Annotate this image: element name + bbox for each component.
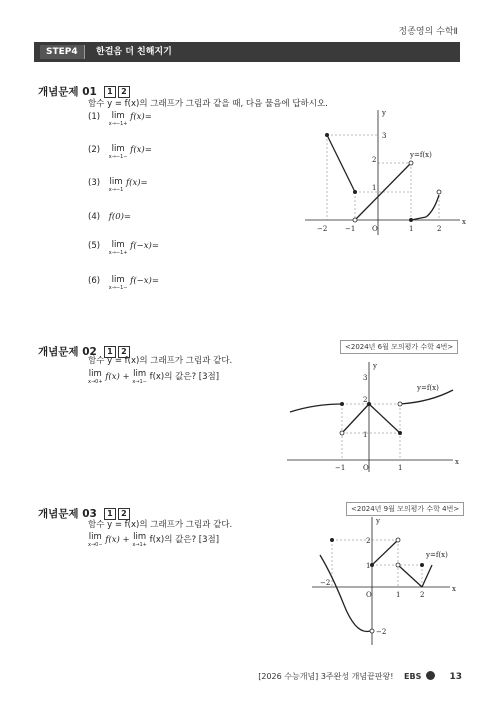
open-point: [409, 161, 413, 165]
limit-expression: f(x)=: [130, 145, 152, 155]
open-point: [340, 431, 344, 435]
limit-expression: f(−x)=: [130, 241, 159, 251]
y-tick-label: 3: [382, 132, 387, 140]
item-number: (2): [88, 145, 101, 155]
source-tag: <2024년 6월 모의평가 수학 4번>: [340, 340, 458, 354]
problem-label: 개념문제 01: [38, 86, 97, 98]
x-tick-label: 1: [409, 225, 414, 233]
brand-logo: EBS: [404, 672, 422, 681]
lim-subscript: x→1+: [132, 542, 147, 548]
running-header: 정종영의 수학Ⅱ: [398, 27, 458, 37]
y-tick-label: 3: [363, 374, 368, 382]
limit-expression: f(x) +: [105, 372, 130, 382]
sub-question: [88, 276, 159, 291]
page-number: 13: [449, 672, 462, 682]
open-point: [398, 402, 402, 406]
limit-expression: f(x) +: [105, 535, 130, 545]
footer-book-title: [2026 수능개념] 3주완성 개념끝판왕!: [258, 672, 394, 681]
lim-word: lim: [111, 144, 125, 154]
closed-point: [409, 218, 413, 222]
x-tick-label: 1: [396, 591, 401, 599]
sub-question: [88, 112, 152, 127]
problem-2-stem: 함수 y = f(x)의 그래프가 그림과 같다.: [88, 356, 233, 366]
level-box: 1: [104, 508, 116, 520]
problem-2-question: [88, 370, 219, 385]
lim-word: lim: [88, 532, 102, 542]
curve-label: y=f(x): [417, 384, 439, 392]
problem-3-question: [88, 533, 219, 548]
closed-point: [367, 402, 371, 406]
curve-label: y=f(x): [410, 151, 432, 159]
item-number: (1): [88, 112, 101, 122]
x-tick-label: 1: [398, 464, 403, 472]
limit-expression: f(−x)=: [130, 276, 159, 286]
lim-subscript: x→−1: [108, 187, 124, 193]
open-point: [370, 629, 374, 633]
lim-word: lim: [133, 532, 147, 542]
lim-word: lim: [133, 369, 147, 379]
level-box: 2: [118, 346, 130, 358]
y-tick-label: 2: [372, 156, 377, 164]
y-tick-label: 2: [366, 537, 371, 545]
limit-expression: f(x)=: [130, 112, 152, 122]
lim-word: lim: [109, 177, 123, 187]
page-footer: [258, 671, 462, 682]
sub-question: [88, 241, 159, 256]
x-axis-label: x: [455, 458, 459, 466]
origin-label: O: [363, 464, 369, 472]
y-axis-label: y: [376, 517, 380, 525]
open-point: [396, 538, 400, 542]
y-tick-label: 1: [366, 562, 371, 570]
closed-point: [325, 133, 329, 137]
open-point: [353, 218, 357, 222]
origin-label: O: [372, 225, 378, 233]
closed-point: [330, 538, 334, 542]
y-axis-label: y: [373, 362, 377, 370]
origin-label: O: [366, 591, 372, 599]
question-text: f(x)의 값은? [3점]: [149, 535, 220, 545]
lim-subscript: x→0+: [88, 379, 103, 385]
problem-label: 개념문제 02: [38, 346, 97, 358]
closed-point: [370, 563, 374, 567]
x-axis-label: x: [462, 218, 466, 226]
level-box: 2: [118, 508, 130, 520]
x-tick-label: 2: [437, 225, 442, 233]
level-box: 1: [104, 86, 116, 98]
guide-lines: [342, 404, 400, 460]
lim-word: lim: [111, 240, 125, 250]
function-curve: [290, 390, 453, 433]
problem-3-stem: 함수 y = f(x)의 그래프가 그림과 같다.: [88, 520, 233, 530]
value-expression: f(0)=: [108, 212, 132, 222]
lim-subscript: x→−1+: [108, 250, 128, 256]
open-point: [437, 190, 441, 194]
level-box: 1: [104, 346, 116, 358]
lim-word: lim: [88, 369, 102, 379]
item-number: (5): [88, 241, 101, 251]
x-tick-label: 2: [420, 591, 425, 599]
lim-subscript: x→0−: [88, 542, 103, 548]
y-tick-label: 1: [363, 431, 368, 439]
lim-word: lim: [111, 275, 125, 285]
lim-subscript: x→−1−: [108, 154, 128, 160]
problem-3-graph: [310, 515, 460, 650]
brand-mark-icon: [426, 671, 435, 680]
problem-1-stem: 함수 y = f(x)의 그래프가 그림과 같을 때, 다음 물음에 답하시오.: [88, 99, 328, 109]
sub-question: [88, 178, 148, 193]
question-text: f(x)의 값은? [3점]: [149, 372, 220, 382]
lim-subscript: x→1−: [132, 379, 147, 385]
limit-expression: f(x)=: [125, 178, 148, 188]
sub-question: [88, 145, 152, 160]
y-tick-label: 2: [363, 396, 368, 404]
item-number: (6): [88, 276, 101, 286]
problem-2-graph: [285, 360, 465, 475]
x-tick-label: −1: [345, 225, 356, 233]
function-curve: [327, 135, 439, 220]
lim-subscript: x→−1−: [108, 285, 128, 291]
x-axis-label: x: [452, 585, 456, 593]
problem-label: 개념문제 03: [38, 508, 97, 520]
function-curve: [320, 540, 432, 631]
lim-subscript: x→−1+: [108, 121, 128, 127]
y-tick-label: 1: [372, 184, 377, 192]
open-point: [396, 563, 400, 567]
y-axis-label: y: [382, 109, 386, 117]
source-tag: <2024년 9월 모의평가 수학 4번>: [346, 502, 464, 516]
closed-point: [398, 431, 402, 435]
item-number: (3): [88, 178, 101, 188]
curve-label: y=f(x): [426, 551, 448, 559]
closed-point: [340, 402, 344, 406]
guide-lines: [332, 540, 422, 587]
x-tick-label: −2: [317, 225, 328, 233]
closed-point: [420, 563, 424, 567]
y-tick-label: −2: [376, 628, 387, 636]
lim-word: lim: [111, 111, 125, 121]
step-tag: STEP4: [40, 45, 85, 59]
sub-question: [88, 212, 131, 222]
level-box: 2: [118, 86, 130, 98]
problem-1-graph: [300, 105, 470, 240]
x-tick-label: −1: [335, 464, 346, 472]
closed-point: [353, 190, 357, 194]
item-number: (4): [88, 212, 101, 222]
section-title: 한걸음 더 친해지기: [96, 47, 172, 57]
x-tick-label: −2: [320, 579, 331, 587]
guide-lines: [327, 135, 439, 220]
